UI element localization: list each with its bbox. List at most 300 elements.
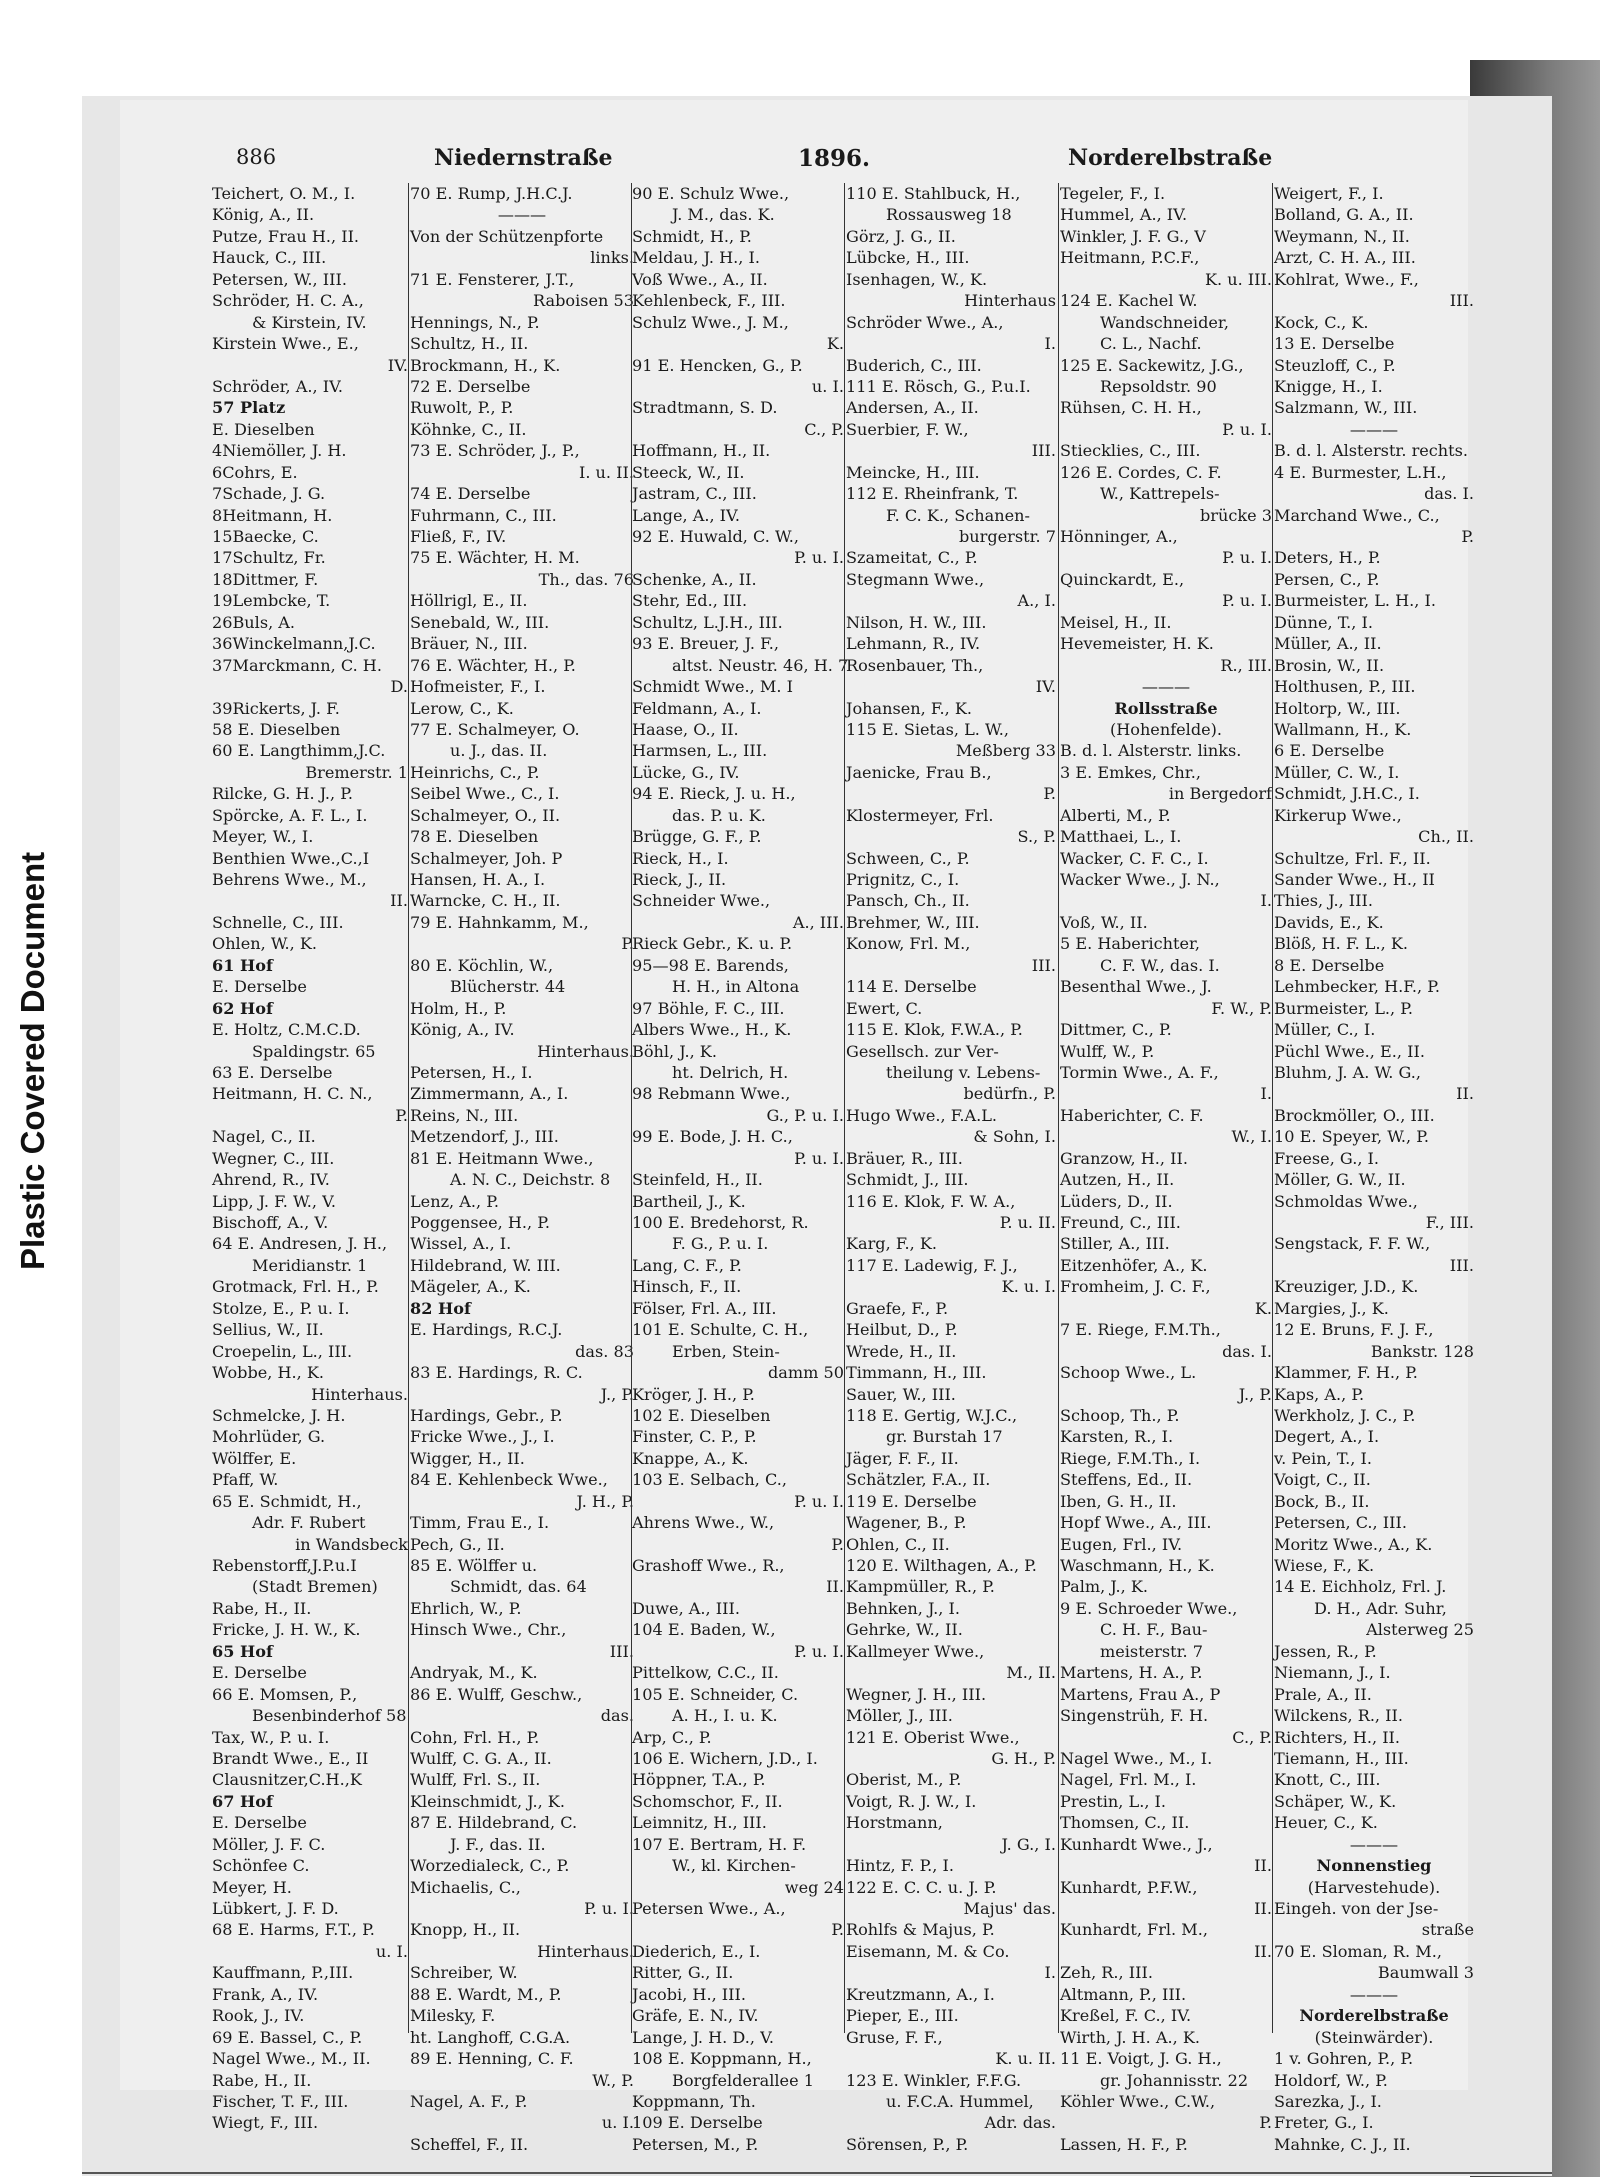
- directory-entry-line: Schnelle, C., III.: [212, 912, 344, 932]
- directory-entry-line: 3 E. Emkes, Chr.,: [1060, 762, 1201, 782]
- directory-entry-line: Schneider Wwe.,: [632, 891, 771, 911]
- directory-entry-line: Andryak, M., K.: [410, 1663, 538, 1683]
- directory-entry-line: E. Derselbe: [212, 977, 307, 997]
- directory-entry-line: Schätzler, F.A., II.: [846, 1470, 991, 1490]
- directory-entry-line: Rabe, H., II.: [212, 1598, 312, 1618]
- directory-entry-line: Wigger, H., II.: [410, 1448, 525, 1468]
- directory-entry-line: Wandschneider,: [1100, 312, 1229, 332]
- directory-entry-line: F. G., P. u. I.: [672, 1234, 769, 1254]
- directory-entry-line: Petersen, H., I.: [410, 1062, 533, 1082]
- directory-entry-line: ———: [1141, 677, 1191, 697]
- directory-entry-line: Hönninger, A.,: [1060, 527, 1178, 546]
- directory-entry-line: Görz, J. G., II.: [846, 226, 956, 246]
- directory-column-2: [410, 183, 634, 2154]
- directory-entry-line: Pfaff, W.: [212, 1470, 279, 1490]
- directory-entry-line: damm 50: [767, 1363, 844, 1383]
- directory-entry-line: Weymann, N., II.: [1274, 226, 1410, 246]
- directory-entry-line: Nagel, A. F., P.: [410, 2091, 528, 2111]
- directory-entry-line: 105 E. Schneider, C.: [632, 1684, 799, 1704]
- directory-entry-line: Moritz Wwe., A., K.: [1274, 1534, 1433, 1554]
- directory-entry-line: P. u. I.: [794, 548, 844, 568]
- directory-entry-line: Voß Wwe., A., II.: [632, 269, 768, 289]
- directory-entry-line: Schröder Wwe., A.,: [846, 312, 1004, 332]
- directory-entry-line: Persen, C., P.: [1274, 569, 1380, 589]
- directory-entry-line: J. H., P.: [576, 1491, 634, 1511]
- directory-entry-line: Hennings, N., P.: [410, 312, 540, 332]
- directory-entry-line: Müller, A., II.: [1274, 634, 1382, 654]
- directory-entry-line: & Sohn, I.: [973, 1127, 1056, 1147]
- directory-entry-line: 84 E. Kehlenbeck Wwe.,: [410, 1470, 608, 1490]
- directory-entry-line: Lassen, H. F., P.: [1060, 2134, 1188, 2154]
- directory-entry-line: K. u. II.: [995, 2049, 1056, 2069]
- directory-entry-line: P. u. I.: [794, 1148, 844, 1168]
- directory-entry-line: Lübcke, H., III.: [846, 248, 970, 268]
- directory-entry-line: Schönfee C.: [212, 1856, 310, 1876]
- directory-entry-line: Sörensen, P., P.: [846, 2134, 969, 2154]
- directory-entry-line: Fließ, F., IV.: [410, 527, 507, 546]
- directory-entry-line: 98 Rebmann Wwe.,: [632, 1084, 791, 1104]
- directory-entry-line: 110 E. Stahlbuck, H.,: [846, 184, 1021, 203]
- directory-entry-line: Schmidt Wwe., M. I: [632, 677, 793, 697]
- column-divider: [1058, 183, 1059, 2033]
- directory-entry-line: Brandt Wwe., E., II: [212, 1748, 369, 1768]
- directory-entry-line: Freese, G., I.: [1274, 1148, 1380, 1168]
- directory-entry-line: burgerstr. 7: [958, 527, 1056, 546]
- directory-entry-line: Ewert, C.: [846, 998, 923, 1018]
- directory-entry-line: 70 E. Sloman, R. M.,: [1274, 1941, 1442, 1961]
- directory-entry-line: Richters, H., II.: [1274, 1727, 1401, 1747]
- directory-entry-line: Heuer, C., K.: [1274, 1813, 1378, 1833]
- directory-entry-line: 17Schultz, Fr.: [212, 548, 326, 568]
- directory-entry-line: Raboisen 53: [533, 291, 634, 311]
- directory-entry-line: Graefe, F., P.: [846, 1298, 949, 1318]
- directory-entry-line: Knott, C., III.: [1274, 1770, 1381, 1790]
- directory-entry-line: Hinterhaus: [964, 291, 1056, 311]
- directory-entry-line: Jäger, F. F., II.: [846, 1448, 959, 1468]
- directory-entry-line: Schween, C., P.: [846, 848, 970, 868]
- directory-entry-line: 11 E. Voigt, J. G. H.,: [1060, 2049, 1222, 2069]
- directory-entry-line: 8Heitmann, H.: [212, 505, 333, 525]
- directory-entry-line: Szameitat, C., P.: [846, 548, 978, 568]
- directory-entry-line: J., P.: [1238, 1384, 1272, 1404]
- directory-entry-line: Michaelis, C.,: [410, 1877, 521, 1897]
- directory-entry-line: Repsoldstr. 90: [1100, 376, 1217, 396]
- directory-entry-line: Konow, Frl. M.,: [846, 934, 971, 954]
- right-street-title: Norderelbstraße: [1068, 145, 1273, 171]
- directory-entry-line: u. I.: [601, 2113, 634, 2133]
- directory-entry-line: Eitzenhöfer, A., K.: [1060, 1255, 1208, 1275]
- directory-entry-line: Steinfeld, H., II.: [632, 1170, 763, 1190]
- directory-entry-line: 93 E. Breuer, J. F.,: [632, 634, 779, 654]
- directory-entry-line: P.: [395, 1105, 408, 1125]
- directory-entry-line: Kallmeyer Wwe.,: [846, 1641, 985, 1661]
- directory-entry-line: Nonnenstieg: [1316, 1856, 1432, 1876]
- column-divider: [844, 183, 845, 2033]
- directory-entry-line: Schmidt, H., P.: [632, 226, 752, 246]
- directory-entry-line: v. Pein, T., I.: [1274, 1448, 1372, 1468]
- directory-entry-line: III.: [609, 1641, 634, 1661]
- page-bottom-edge: [82, 2172, 1552, 2174]
- directory-entry-line: Bremerstr. 1: [305, 762, 408, 782]
- directory-entry-line: J. F., das. II.: [450, 1834, 546, 1854]
- directory-entry-line: Hevemeister, H. K.: [1060, 634, 1214, 654]
- directory-entry-line: Ehrlich, W., P.: [410, 1598, 522, 1618]
- directory-entry-line: Schröder, A., IV.: [212, 376, 344, 396]
- directory-entry-line: Putze, Frau H., II.: [212, 226, 360, 246]
- directory-entry-line: Autzen, H., II.: [1060, 1170, 1175, 1190]
- directory-entry-line: Martens, Frau A., P: [1060, 1684, 1221, 1704]
- directory-entry-line: Prale, A., II.: [1274, 1684, 1372, 1704]
- directory-entry-line: Kunhardt Wwe., J.,: [1060, 1834, 1213, 1854]
- directory-entry-line: Kreuziger, J.D., K.: [1274, 1277, 1419, 1297]
- directory-entry-line: Dittmer, C., P.: [1060, 1020, 1172, 1040]
- directory-entry-line: Hofmeister, F., I.: [410, 677, 546, 697]
- directory-entry-line: & Kirstein, IV.: [252, 312, 367, 332]
- directory-entry-line: Grashoff Wwe., R.,: [632, 1556, 785, 1575]
- directory-entry-line: Frank, A., IV.: [212, 1984, 319, 2004]
- left-street-title: Niedernstraße: [434, 145, 613, 171]
- directory-entry-line: Hugo Wwe., F.A.L.: [846, 1105, 998, 1125]
- directory-entry-line: Lange, J. H. D., V.: [632, 2027, 775, 2047]
- directory-entry-line: Seibel Wwe., C., I.: [410, 784, 560, 804]
- directory-entry-line: Benthien Wwe.,C.,I: [212, 848, 370, 868]
- directory-entry-line: Majus' das.: [963, 1899, 1056, 1918]
- directory-entry-line: Wissel, A., I.: [410, 1234, 512, 1254]
- directory-entry-line: Fricke Wwe., J., I.: [410, 1427, 555, 1447]
- directory-entry-line: Schenke, A., II.: [632, 569, 757, 589]
- directory-entry-line: Thomsen, C., II.: [1060, 1813, 1190, 1833]
- directory-entry-line: D.: [390, 677, 408, 697]
- directory-entry-line: 121 E. Oberist Wwe.,: [846, 1727, 1020, 1747]
- directory-entry-line: Nagel Wwe., M., II.: [212, 2049, 371, 2069]
- directory-entry-line: Wrede, H., II.: [846, 1341, 957, 1361]
- directory-entry-line: 91 E. Hencken, G., P.: [632, 355, 803, 375]
- directory-entry-line: R., III.: [1220, 655, 1272, 675]
- directory-entry-line: Hinterhaus.: [537, 1041, 634, 1061]
- directory-entry-line: Hintz, F. P., I.: [846, 1856, 955, 1876]
- sidebar: [0, 0, 78, 2177]
- directory-entry-line: 19Lembcke, T.: [212, 591, 331, 611]
- directory-entry-line: 92 E. Huwald, C. W.,: [632, 527, 799, 546]
- directory-entry-line: 73 E. Schröder, J., P.,: [410, 441, 580, 461]
- directory-entry-line: II.: [1254, 1941, 1272, 1961]
- directory-entry-line: Ahrens Wwe., W.,: [632, 1513, 775, 1533]
- directory-entry-line: Isenhagen, W., K.: [846, 269, 988, 289]
- directory-entry-line: Iben, G. H., II.: [1060, 1491, 1177, 1511]
- directory-entry-line: Schulz Wwe., J. M.,: [632, 312, 789, 332]
- directory-entry-line: Wallmann, H., K.: [1274, 719, 1412, 739]
- directory-entry-line: Möller, J., III.: [846, 1706, 953, 1726]
- directory-entry-line: 64 E. Andresen, J. H.,: [212, 1234, 388, 1254]
- directory-entry-line: 109 E. Derselbe: [632, 2113, 763, 2133]
- directory-entry-line: Kauffmann, P.,III.: [212, 1963, 354, 1983]
- directory-entry-line: Rollsstraße: [1114, 698, 1218, 718]
- directory-entry-line: 65 E. Schmidt, H.,: [212, 1491, 362, 1511]
- directory-entry-line: Zimmermann, A., I.: [410, 1084, 569, 1104]
- directory-entry-line: Mägeler, A., K.: [410, 1277, 531, 1297]
- directory-entry-line: Zeh, R., III.: [1060, 1963, 1153, 1983]
- directory-entry-line: Steffens, Ed., II.: [1060, 1470, 1193, 1490]
- directory-entry-line: Mohrlüder, G.: [212, 1427, 326, 1447]
- directory-entry-line: theilung v. Lebens-: [886, 1062, 1041, 1082]
- directory-entry-line: das. 83: [575, 1341, 634, 1361]
- directory-entry-line: Kohlrat, Wwe., F.,: [1274, 269, 1419, 289]
- directory-entry-line: u. I.: [375, 1941, 408, 1961]
- directory-entry-line: 116 E. Klok, F. W. A.,: [846, 1191, 1016, 1211]
- directory-entry-line: Besenthal Wwe., J.: [1060, 977, 1212, 997]
- directory-entry-line: 83 E. Hardings, R. C.: [410, 1363, 583, 1383]
- directory-entry-line: 12 E. Bruns, F. J. F.,: [1274, 1320, 1434, 1340]
- directory-entry-line: P. u. II.: [999, 1213, 1056, 1232]
- directory-entry-line: J. G., I.: [1001, 1834, 1056, 1854]
- directory-entry-line: Burmeister, L., P.: [1274, 998, 1413, 1018]
- directory-entry-line: Püchl Wwe., E., II.: [1274, 1041, 1425, 1061]
- directory-entry-line: Bartheil, J., K.: [632, 1191, 746, 1211]
- directory-entry-line: Schultze, Frl. F., II.: [1274, 848, 1431, 868]
- directory-entry-line: Schmelcke, J. H.: [212, 1405, 346, 1425]
- directory-entry-line: Rilcke, G. H. J., P.: [212, 784, 353, 804]
- directory-entry-line: Stiecklies, C., III.: [1060, 441, 1201, 461]
- directory-entry-line: Gesellsch. zur Ver-: [846, 1041, 999, 1061]
- directory-entry-line: Schmidt, J.H.C., I.: [1274, 784, 1420, 804]
- directory-entry-line: 106 E. Wichern, J.D., I.: [632, 1748, 818, 1768]
- directory-entry-line: P.: [831, 1534, 844, 1554]
- directory-entry-line: 8 E. Derselbe: [1274, 955, 1385, 975]
- directory-entry-line: K. u. I.: [1001, 1277, 1056, 1297]
- column-divider: [1272, 183, 1273, 2033]
- directory-entry-line: Blöß, H. F. L., K.: [1274, 934, 1408, 954]
- directory-entry-line: Rühsen, C. H. H.,: [1060, 398, 1202, 418]
- directory-entry-line: Hoffmann, H., II.: [632, 441, 771, 461]
- directory-entry-line: II.: [1254, 1899, 1272, 1918]
- column-divider: [408, 183, 409, 2033]
- directory-entry-line: Voigt, R. J. W., I.: [846, 1791, 977, 1811]
- directory-entry-line: ht. Langhoff, C.G.A.: [410, 2027, 571, 2047]
- directory-entry-line: u. F.C.A. Hummel,: [886, 2091, 1034, 2111]
- directory-entry-line: Köhnke, C., II.: [410, 419, 527, 439]
- directory-entry-line: Thies, J., III.: [1274, 891, 1373, 911]
- directory-entry-line: Fromheim, J. C. F.,: [1060, 1277, 1211, 1297]
- directory-entry-line: III.: [1449, 291, 1474, 311]
- directory-entry-line: Meßberg 33: [955, 741, 1056, 761]
- directory-entry-line: Rieck Gebr., K. u. P.: [632, 934, 793, 954]
- directory-entry-line: 26Buls, A.: [212, 612, 296, 632]
- directory-entry-line: u. I.: [811, 376, 844, 396]
- directory-entry-line: Wagener, B., P.: [846, 1513, 967, 1533]
- directory-entry-line: (Steinwärder).: [1314, 2027, 1434, 2047]
- directory-entry-line: straße: [1421, 1920, 1474, 1940]
- directory-entry-line: A., III.: [792, 912, 844, 932]
- directory-entry-line: Jacobi, H., III.: [632, 1984, 747, 2004]
- directory-entry-line: Besenbinderhof 58: [252, 1706, 407, 1726]
- directory-entry-line: C., P.: [804, 419, 844, 439]
- directory-entry-line: 74 E. Derselbe: [410, 484, 531, 504]
- directory-entry-line: Karg, F., K.: [846, 1234, 937, 1254]
- directory-entry-line: Hinterhaus.: [537, 1941, 634, 1961]
- directory-entry-line: Lenz, A., P.: [410, 1191, 499, 1211]
- directory-entry-line: Eugen, Frl., IV.: [1060, 1534, 1183, 1554]
- directory-entry-line: Salzmann, W., III.: [1274, 398, 1418, 418]
- directory-entry-line: 80 E. Köchlin, W.,: [410, 955, 554, 975]
- directory-entry-line: Timm, Frau E., I.: [410, 1513, 550, 1533]
- directory-entry-line: Dünne, T., I.: [1274, 612, 1373, 632]
- directory-entry-line: Schmoldas Wwe.,: [1274, 1191, 1418, 1211]
- directory-entry-line: Sauer, W., III.: [846, 1384, 956, 1404]
- directory-entry-line: Müller, C., I.: [1274, 1020, 1376, 1040]
- directory-entry-line: Meincke, H., III.: [846, 462, 980, 482]
- directory-entry-line: Altmann, P., III.: [1060, 1984, 1187, 2004]
- directory-entry-line: Scheffel, F., II.: [410, 2134, 529, 2154]
- directory-entry-line: Nagel Wwe., M., I.: [1060, 1748, 1213, 1768]
- directory-entry-line: 97 Böhle, F. C., III.: [632, 998, 785, 1018]
- directory-entry-line: Sengstack, F. F. W.,: [1274, 1234, 1431, 1254]
- directory-column-1: [212, 183, 408, 2133]
- directory-entry-line: D. H., Adr. Suhr,: [1314, 1598, 1447, 1618]
- directory-entry-line: Leimnitz, H., III.: [632, 1813, 767, 1833]
- directory-entry-line: Schalmeyer, Joh. P: [410, 848, 563, 868]
- directory-entry-line: Wirth, J. H. A., K.: [1060, 2027, 1200, 2047]
- directory-entry-line: 67 Hof: [212, 1791, 273, 1811]
- directory-entry-line: A. N. C., Deichstr. 8: [450, 1170, 611, 1190]
- directory-entry-line: B. d. l. Alsterstr. links.: [1060, 741, 1242, 761]
- directory-entry-line: Rook, J., IV.: [212, 2006, 305, 2026]
- directory-entry-line: J., P.: [600, 1384, 634, 1404]
- directory-entry-line: Eisemann, M. & Co.: [846, 1941, 1010, 1961]
- directory-entry-line: Rieck, H., I.: [632, 848, 729, 868]
- directory-entry-line: Heinrichs, C., P.: [410, 762, 540, 782]
- directory-entry-line: 60 E. Langthimm,J.C.: [212, 741, 386, 761]
- sidebar-label: Plastic Covered Document: [14, 851, 51, 1270]
- directory-entry-line: Prignitz, C., I.: [846, 870, 960, 889]
- directory-entry-line: gr. Johannisstr. 22: [1100, 2070, 1249, 2090]
- directory-entry-line: Pansch, Ch., II.: [846, 891, 970, 911]
- directory-entry-line: Lipp, J. F. W., V.: [212, 1191, 336, 1211]
- directory-entry-line: J. M., das. K.: [672, 205, 775, 225]
- directory-entry-line: Hinsch Wwe., Chr.,: [410, 1620, 567, 1640]
- directory-entry-line: Metzendorf, J., III.: [410, 1127, 559, 1147]
- directory-entry-line: Schäper, W., K.: [1274, 1791, 1397, 1811]
- directory-entry-line: 4Niemöller, J. H.: [212, 441, 347, 461]
- directory-entry-line: Diederich, E., I.: [632, 1941, 761, 1961]
- directory-entry-line: Bräuer, N., III.: [410, 634, 528, 654]
- directory-entry-line: 86 E. Wulff, Geschw.,: [410, 1684, 583, 1704]
- directory-entry-line: Jaenicke, Frau B.,: [846, 762, 992, 782]
- directory-entry-line: (Harvestehude).: [1307, 1877, 1441, 1897]
- directory-entry-line: ———: [1349, 419, 1399, 439]
- directory-entry-line: 120 E. Wilthagen, A., P.: [846, 1556, 1037, 1575]
- directory-entry-line: ———: [497, 205, 547, 225]
- directory-entry-line: ———: [1349, 1834, 1399, 1854]
- directory-entry-line: Mahnke, C. J., II.: [1274, 2134, 1411, 2154]
- directory-entry-line: Adr. das.: [984, 2113, 1056, 2133]
- directory-entry-line: Quinckardt, E.,: [1060, 569, 1185, 589]
- directory-entry-line: Behrens Wwe., M.,: [212, 870, 367, 889]
- directory-entry-line: Brockmann, H., K.: [410, 355, 561, 375]
- directory-entry-line: Johansen, F., K.: [846, 698, 972, 718]
- directory-entry-line: Lübkert, J. F. D.: [212, 1899, 339, 1918]
- directory-entry-line: Kirkerup Wwe.,: [1274, 805, 1402, 825]
- directory-entry-line: Borgfelderallee 1: [672, 2070, 814, 2090]
- directory-entry-line: Behnken, J., I.: [846, 1598, 960, 1618]
- directory-entry-line: Nagel, Frl. M., I.: [1060, 1770, 1197, 1790]
- directory-entry-line: 125 E. Sackewitz, J.G.,: [1060, 355, 1244, 375]
- directory-entry-line: 15Baecke, C.: [212, 527, 319, 546]
- page-number: 886: [236, 145, 277, 169]
- directory-entry-line: I.: [1044, 1963, 1056, 1983]
- directory-entry-line: Wulff, Frl. S., II.: [410, 1770, 541, 1790]
- directory-entry-line: Erben, Stein-: [672, 1341, 780, 1361]
- directory-entry-line: Hardings, Gebr., P.: [410, 1405, 563, 1425]
- directory-entry-line: 95—98 E. Barends,: [632, 955, 789, 975]
- directory-entry-line: P.: [1259, 2113, 1272, 2133]
- directory-entry-line: W., P.: [592, 2070, 634, 2090]
- directory-entry-line: 119 E. Derselbe: [846, 1491, 977, 1511]
- directory-entry-line: in Wandsbeck: [295, 1534, 408, 1554]
- directory-entry-line: Böhl, J., K.: [632, 1041, 717, 1061]
- directory-entry-line: Spaldingstr. 65: [252, 1041, 376, 1061]
- directory-entry-line: Prestin, L., I.: [1060, 1791, 1167, 1811]
- directory-entry-line: Wölffer, E.: [212, 1448, 297, 1468]
- directory-entry-line: Teichert, O. M., I.: [212, 184, 356, 203]
- directory-entry-line: 99 E. Bode, J. H. C.,: [632, 1127, 793, 1147]
- directory-entry-line: II.: [1456, 1084, 1474, 1104]
- directory-entry-line: 61 Hof: [212, 955, 273, 975]
- directory-entry-line: Von der Schützenpforte: [410, 226, 604, 246]
- directory-entry-line: Suerbier, F. W.,: [846, 419, 969, 439]
- directory-entry-line: Brehmer, W., III.: [846, 912, 980, 932]
- directory-entry-line: Schoop Wwe., L.: [1060, 1363, 1197, 1383]
- directory-entry-line: altst. Neustr. 46, H. 7: [672, 655, 849, 675]
- directory-entry-line: Kreßel, F. C., IV.: [1060, 2006, 1192, 2026]
- directory-entry-line: 63 E. Derselbe: [212, 1062, 333, 1082]
- directory-entry-line: König, A., IV.: [410, 1020, 515, 1040]
- directory-entry-line: E. Holtz, C.M.C.D.: [212, 1020, 361, 1040]
- directory-entry-line: Tax, W., P. u. I.: [212, 1727, 330, 1747]
- directory-entry-line: Meldau, J. H., I.: [632, 248, 760, 268]
- directory-entry-line: Schmidt, J., III.: [846, 1170, 969, 1190]
- directory-entry-line: P. u. I.: [1222, 548, 1272, 568]
- directory-entry-line: Bankstr. 128: [1370, 1341, 1474, 1361]
- directory-entry-line: I.: [1260, 1084, 1272, 1104]
- directory-entry-line: Gehrke, W., II.: [846, 1620, 963, 1640]
- directory-entry-line: Ruwolt, P., P.: [410, 398, 514, 418]
- directory-entry-line: Brosin, W., II.: [1274, 655, 1385, 675]
- directory-entry-line: Höllrigl, E., II.: [410, 591, 528, 611]
- directory-entry-line: Fölser, Frl. A., III.: [632, 1298, 777, 1318]
- directory-entry-line: Heitmann, P.C.F.,: [1060, 248, 1200, 268]
- directory-entry-line: 7 E. Riege, F.M.Th.,: [1060, 1320, 1221, 1340]
- directory-entry-line: Rabe, H., II.: [212, 2070, 312, 2090]
- directory-entry-line: III.: [1031, 441, 1056, 461]
- directory-entry-line: Kampmüller, R., P.: [846, 1577, 995, 1597]
- directory-entry-line: Duwe, A., III.: [632, 1598, 740, 1618]
- directory-entry-line: 123 E. Winkler, F.F.G.: [846, 2070, 1022, 2090]
- directory-entry-line: Tormin Wwe., A. F.,: [1060, 1062, 1219, 1082]
- directory-entry-line: Lehmann, R., IV.: [846, 634, 981, 654]
- directory-entry-line: König, A., II.: [212, 205, 315, 225]
- directory-entry-line: I. u. II.: [578, 462, 634, 482]
- directory-entry-line: (Stadt Bremen): [252, 1577, 378, 1597]
- directory-entry-line: 1 v. Gohren, P., P.: [1274, 2049, 1414, 2069]
- directory-entry-line: Holdorf, W., P.: [1274, 2070, 1388, 2090]
- directory-entry-line: Deters, H., P.: [1274, 548, 1381, 568]
- directory-entry-line: A., I.: [1017, 591, 1056, 611]
- directory-entry-line: Stolze, E., P. u. I.: [212, 1298, 350, 1318]
- directory-entry-line: Pech, G., II.: [410, 1534, 505, 1554]
- directory-entry-line: Möller, G. W., II.: [1274, 1170, 1406, 1190]
- directory-entry-line: Knigge, H., I.: [1274, 376, 1383, 396]
- directory-entry-line: Marchand Wwe., C.,: [1274, 505, 1440, 525]
